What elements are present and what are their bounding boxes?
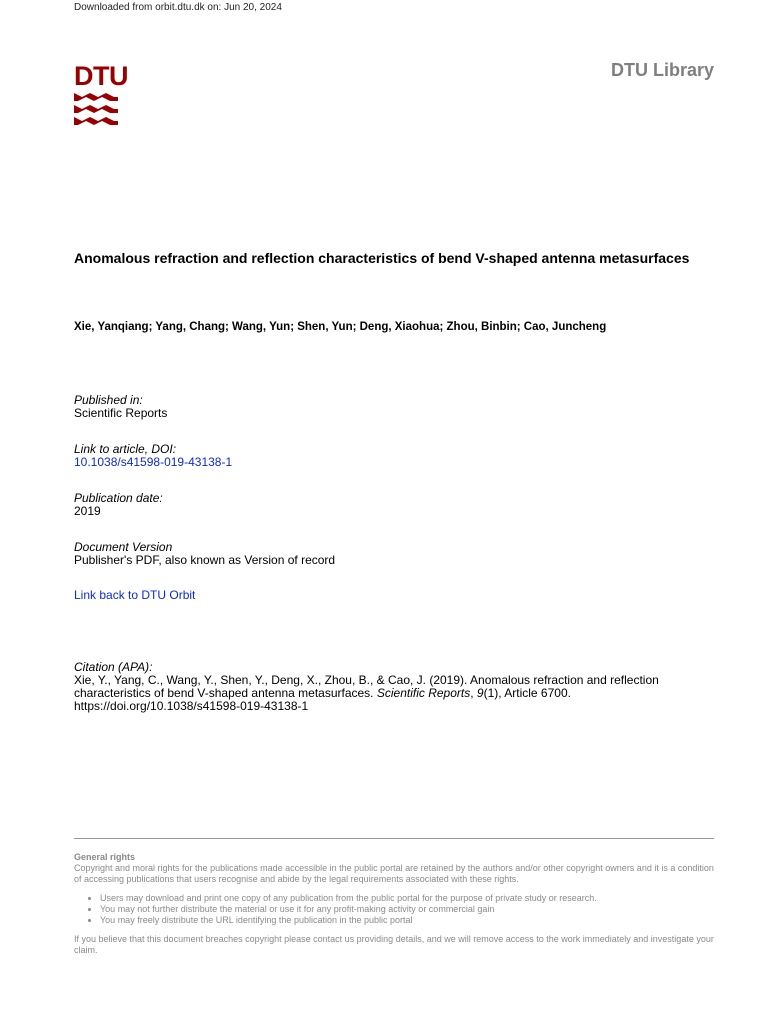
dtu-library-label: DTU Library: [610, 60, 714, 80]
orbit-link[interactable]: Link back to DTU Orbit: [74, 588, 196, 602]
citation-block: [74, 661, 724, 713]
published-in-block: [74, 394, 714, 420]
citation-label: Citation (APA):: [74, 660, 153, 674]
download-note: Downloaded from orbit.dtu.dk on: Jun 20, 2024: [74, 2, 282, 13]
published-in-label: Published in:: [74, 393, 143, 407]
rights-bullet: • You may not further distribute the material or use it for any profit-making activity or commercial gain: [100, 904, 719, 915]
doi-link[interactable]: 10.1038/s41598-019-43138-1: [74, 455, 233, 469]
citation-text: [74, 674, 724, 700]
publication-date-block: [74, 492, 714, 518]
dtu-logo-mark-icon: [74, 93, 118, 125]
document-version-block: [74, 541, 714, 567]
published-in-value: Scientific Reports: [74, 406, 168, 420]
general-rights: [74, 852, 719, 956]
publication-date-value: 2019: [74, 504, 101, 518]
citation-volume: 9: [476, 686, 484, 700]
citation-part3: (1), Article 6700.: [483, 686, 571, 700]
dtu-logo: [74, 61, 128, 127]
divider: [74, 838, 714, 839]
rights-intro: Copyright and moral rights for the publications made accessible in the public portal are retained by the authors and/or other copyright owners and it is a condition of accessing publications that users recognise and abide by the legal requirements associated with these rights.: [74, 863, 714, 884]
citation-journal: Scientific Reports: [376, 686, 471, 700]
citation-part1: Xie, Y., Yang, C., Wang, Y., Shen, Y., Deng, X., Zhou, B., & Cao, J. (2019). Anomalous refraction and reflection characteristics of bend V-shaped antenna metasurfaces.: [74, 673, 659, 700]
rights-closing: If you believe that this document breaches copyright please contact us providing details, and we will remove access to the work immediately and investigate your claim.: [74, 934, 714, 955]
article-authors: Xie, Yanqiang; Yang, Chang; Wang, Yun; Shen, Yun; Deng, Xiaohua; Zhou, Binbin; Cao, Juncheng: [74, 321, 607, 333]
citation-part2: ,: [470, 686, 477, 700]
rights-bullet: • You may freely distribute the URL identifying the publication in the public portal: [100, 915, 719, 926]
doi-label: Link to article, DOI:: [74, 442, 177, 456]
doi-block: [74, 443, 714, 469]
publication-date-label: Publication date:: [74, 491, 163, 505]
article-title: Anomalous refraction and reflection characteristics of bend V-shaped antenna metasurfaces: [74, 250, 690, 266]
document-version-value: Publisher's PDF, also known as Version of record: [74, 553, 336, 567]
rights-list: [74, 893, 719, 926]
dtu-logo-text: DTU: [74, 61, 128, 91]
document-version-label: Document Version: [74, 540, 173, 554]
citation-url: https://doi.org/10.1038/s41598-019-43138-1: [74, 699, 309, 713]
rights-bullet: • Users may download and print one copy of any publication from the public portal for the purpose of private study or research.: [100, 893, 719, 904]
rights-heading: General rights: [74, 852, 136, 862]
